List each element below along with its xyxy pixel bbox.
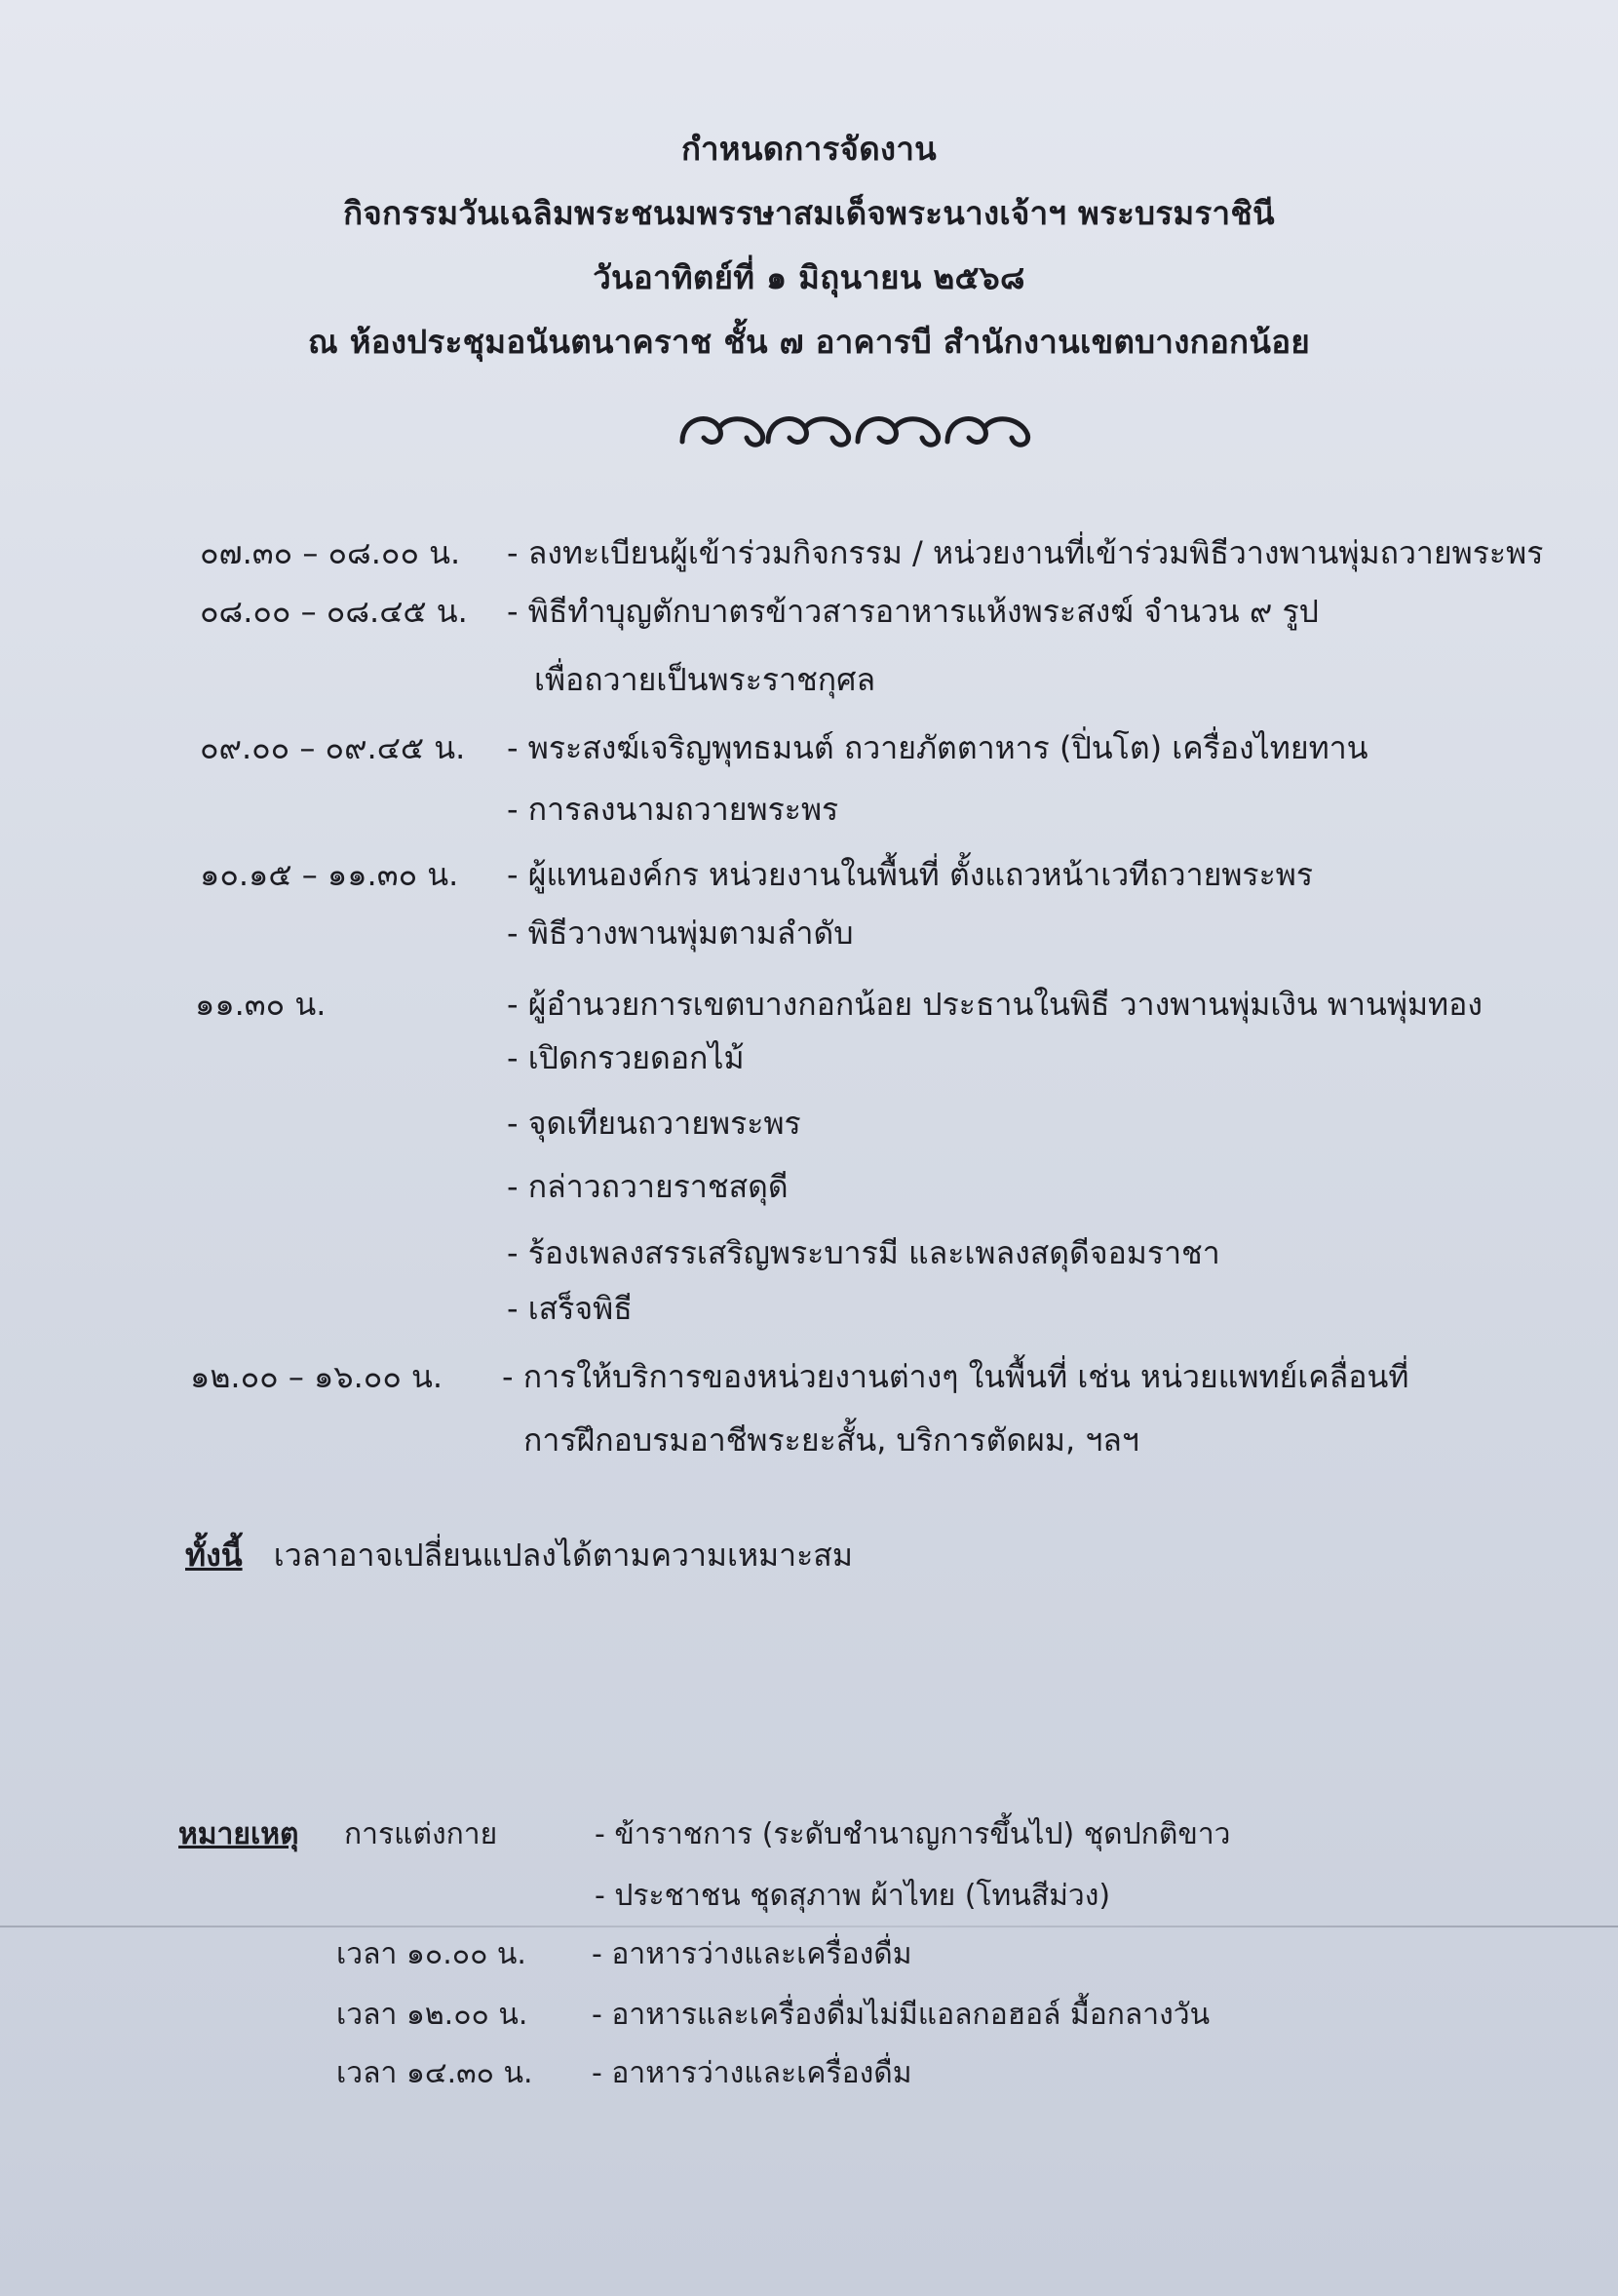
schedule-item: - ร้องเพลงสรรเสริญพระบารมี และเพลงสดุดีจอมราชา: [507, 1234, 1220, 1271]
dress-code-item: - ข้าราชการ (ระดับชำนาญการขึ้นไป) ชุดปกติขาว: [595, 1817, 1231, 1851]
remarks-label: หมายเหตุ: [178, 1817, 299, 1851]
schedule-item: - การลงนามถวายพระพร: [507, 791, 839, 828]
schedule-time: ๑๐.๑๕ – ๑๑.๓๐ น.: [200, 856, 459, 893]
schedule-item: - ลงทะเบียนผู้เข้าร่วมกิจกรรม / หน่วยงานที่เข้าร่วมพิธีวางพานพุ่มถวายพระพร: [507, 534, 1544, 571]
schedule-item: การฝึกอบรมอาชีพระยะสั้น, บริการตัดผม, ฯลฯ: [523, 1421, 1139, 1459]
event-name: กิจกรรมวันเฉลิมพระชนมพรรษาสมเด็จพระนางเจ้าฯ พระบรมราชินี: [343, 194, 1275, 232]
event-date: วันอาทิตย์ที่ ๑ มิถุนายน ๒๕๖๘: [593, 258, 1025, 296]
schedule-item: - ผู้แทนองค์กร หน่วยงานในพื้นที่ ตั้งแถวหน้าเวทีถวายพระพร: [507, 856, 1314, 893]
schedule-item: - การให้บริการของหน่วยงานต่างๆ ในพื้นที่ เช่น หน่วยแพทย์เคลื่อนที่: [502, 1358, 1409, 1395]
meal-item: - อาหารและเครื่องดื่มไม่มีแอลกอฮอล์ มื้อกลางวัน: [592, 1998, 1211, 2032]
event-venue: ณ ห้องประชุมอนันตนาคราช ชั้น ๗ อาคารบี สำนักงานเขตบางกอกน้อย: [308, 323, 1310, 361]
document-header: [0, 117, 1618, 374]
schedule-time: ๐๙.๐๐ – ๐๙.๔๕ น.: [200, 729, 466, 766]
schedule-item: - กล่าวถวายราชสดุดี: [507, 1168, 789, 1205]
schedule-item: - จุดเทียนถวายพระพร: [507, 1105, 801, 1142]
meal-time: เวลา ๑๒.๐๐ น.: [336, 1998, 528, 2032]
schedule-time: ๑๒.๐๐ – ๑๖.๐๐ น.: [190, 1358, 443, 1395]
dress-code-item: - ประชาชน ชุดสุภาพ ผ้าไทย (โทนสีม่วง): [595, 1879, 1111, 1913]
schedule-time: ๑๑.๓๐ น.: [195, 986, 327, 1023]
schedule-item: เพื่อถวายเป็นพระราชกุศล: [534, 661, 876, 698]
meal-item: - อาหารว่างและเครื่องดื่ม: [592, 2056, 912, 2090]
schedule-item: - พิธีทำบุญตักบาตรข้าวสารอาหารแห้งพระสงฆ์ จำนวน ๙ รูป: [507, 593, 1319, 630]
meal-time: เวลา ๑๔.๓๐ น.: [336, 2056, 533, 2090]
schedule-item: - ผู้อำนวยการเขตบางกอกน้อย ประธานในพิธี วางพานพุ่มเงิน พานพุ่มทอง: [507, 986, 1483, 1023]
dress-code-label: การแต่งกาย: [344, 1817, 498, 1851]
schedule-time: ๐๗.๓๐ – ๐๘.๐๐ น.: [200, 534, 461, 571]
paper-fold-line: [0, 1926, 1618, 1927]
decorative-ornament-divider: [673, 395, 1053, 463]
schedule-item: - เสร็จพิธี: [507, 1290, 633, 1327]
schedule-note: [185, 1531, 853, 1580]
schedule-item: - เปิดกรวยดอกไม้: [507, 1039, 745, 1076]
document-title: กำหนดการจัดงาน: [680, 130, 938, 168]
schedule-time: ๐๘.๐๐ – ๐๘.๔๕ น.: [200, 593, 468, 630]
schedule-item: - พระสงฆ์เจริญพุทธมนต์ ถวายภัตตาหาร (ปิ่นโต) เครื่องไทยทาน: [507, 729, 1368, 766]
note-text: เวลาอาจเปลี่ยนแปลงได้ตามความเหมาะสม: [273, 1537, 853, 1574]
meal-item: - อาหารว่างและเครื่องดื่ม: [592, 1937, 912, 1971]
note-label: ทั้งนี้: [185, 1537, 243, 1574]
meal-time: เวลา ๑๐.๐๐ น.: [336, 1937, 526, 1971]
schedule-item: - พิธีวางพานพุ่มตามลำดับ: [507, 915, 854, 952]
